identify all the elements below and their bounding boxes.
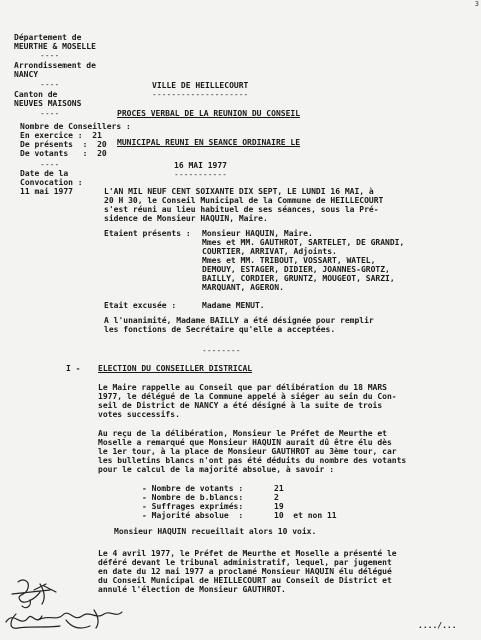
divider: ---- (40, 80, 60, 89)
department-label: Département de (14, 33, 82, 42)
result-value: 21 (274, 484, 284, 493)
department-name: MEURTHE & MOSELLE (14, 42, 96, 51)
excusee-name: Madame MENUT. (202, 301, 265, 310)
proces-verbal-title-2: MUNICIPAL REUNI EN SEANCE ORDINAIRE LE (117, 138, 301, 147)
canton-name: NEUVES MAISONS (14, 99, 82, 108)
presents-line: DEMOUY, ESTAGER, DIDIER, JOANNES-GROTZ, (202, 265, 390, 274)
ville-rule: -------------------- (152, 90, 249, 99)
result-value: 19 (274, 502, 284, 511)
page-corner-mark: 3 (474, 0, 479, 8)
intro-line: s'est réuni au lieu habituel de ses séances, sous la Pré- (104, 205, 379, 214)
convocation-label: Convocation : (20, 178, 83, 187)
para1-line: 1977, le délégué de la Commune appelé à siéger au sein du Con- (98, 392, 397, 401)
ville-title: VILLE DE HEILLECOURT (152, 81, 249, 90)
meeting-date: 16 MAI 1977 (174, 161, 227, 170)
convocation-date: 11 mai 1977 (20, 187, 73, 196)
para3-line: Le 4 avril 1977, le Préfet de Meurthe et Moselle a présenté le (98, 549, 397, 558)
presents-line: Monsieur HAQUIN, Maire. (202, 229, 313, 238)
result-label: - Nombre de b.blancs: (142, 493, 244, 502)
divider: ---- (40, 160, 60, 169)
presents-line: MARQUANT, AGERON. (202, 283, 284, 292)
para2-line: pour le calcul de la majorité absolue, à savoir : (98, 465, 335, 474)
date-convocation-label: Date de la (20, 169, 69, 178)
proces-verbal-title-1: PROCES VERBAL DE LA REUNION DU CONSEIL (117, 109, 301, 118)
presents-line: Mmes et MM. TRIBOUT, VOSSART, WATEL, (202, 256, 376, 265)
meeting-date-rule: ----------- (174, 170, 227, 179)
para1-line: votes successifs. (98, 410, 180, 419)
para3-line: annulé l'élection de Monsieur GAUTHROT. (98, 585, 286, 594)
para2-line: les bulletins blancs n'ont pas été déduits du nombre des votants (98, 456, 407, 465)
presents-label: Etaient présents : (104, 229, 191, 238)
para3-line: en date du 12 mai 1977 a proclamé Monsieur HAQUIN élu délégué (98, 567, 392, 576)
presents-line: Mmes et MM. GAUTHROT, SARTELET, DE GRANDI, (202, 238, 405, 247)
handwritten-signatures (0, 570, 150, 640)
divider: ---- (40, 51, 60, 60)
divider: ---- (40, 109, 60, 118)
result-label: - Majorité absolue : (142, 511, 244, 520)
section-title: ELECTION DU CONSEILLER DISTRICAL (98, 364, 253, 373)
para2-line: le 1er tour, à la place de Monsieur GAUTHROT au 3ème tour, car (98, 447, 397, 456)
para3-line: du Conseil Municipal de HEILLECOURT au Conseil de District et (98, 576, 392, 585)
nombre-conseillers: Nombre de Conseillers : (20, 122, 131, 131)
section-number: I - (66, 364, 81, 373)
result-value: 10 et non 11 (274, 511, 337, 520)
secretaire-line: les fonctions de Secrétaire qu'elle a acceptées. (104, 325, 336, 334)
presents-line: BAILLY, CORDIER, GRUNTZ, MOUGEOT, SARZI, (202, 274, 395, 283)
result-label: - Suffrages exprimés: (142, 502, 244, 511)
arrondissement-label: Arrondissement de (14, 61, 96, 70)
en-exercice: En exercice : 21 (20, 131, 102, 140)
result-label: - Nombre de votants : (142, 484, 244, 493)
excusee-label: Etait excusée : (104, 301, 177, 310)
para1-line: seil de District de NANCY a été désigné à la suite de trois (98, 401, 383, 410)
intro-line: sidence de Monsieur HAQUIN, Maire. (104, 214, 268, 223)
result-value: 2 (274, 493, 279, 502)
para2-line: Au reçu de la délibération, Monsieur le Préfet de Meurthe et (98, 429, 387, 438)
de-presents: De présents : 20 (20, 140, 107, 149)
para1-line: Le Maire rappelle au Conseil que par délibération du 18 MARS (98, 383, 387, 392)
intro-line: L'AN MIL NEUF CENT SOIXANTE DIX SEPT, LE LUNDI 16 MAI, à (104, 187, 374, 196)
secretaire-line: A l'unanimité, Madame BAILLY a été désignée pour remplir (104, 316, 374, 325)
para3-line: déféré devant le tribunal administratif, lequel, par jugement (98, 558, 392, 567)
de-votants: De votants : 20 (20, 149, 107, 158)
continuation-mark: ..../... (418, 621, 457, 630)
separator: -------- (202, 346, 241, 355)
para2-line: Moselle a remarqué que Monsieur HAQUIN aurait dû être élu dès (98, 438, 392, 447)
intro-line: 20 H 30, le Conseil Municipal de la Commune de HEILLECOURT (104, 196, 384, 205)
canton-label: Canton de (14, 90, 58, 99)
presents-line: COURTIER, ARRIVAT, Adjoints. (202, 247, 337, 256)
recueillait-line: Monsieur HAQUIN recueillait alors 10 voix. (114, 527, 317, 536)
arrondissement-name: NANCY (14, 70, 39, 79)
